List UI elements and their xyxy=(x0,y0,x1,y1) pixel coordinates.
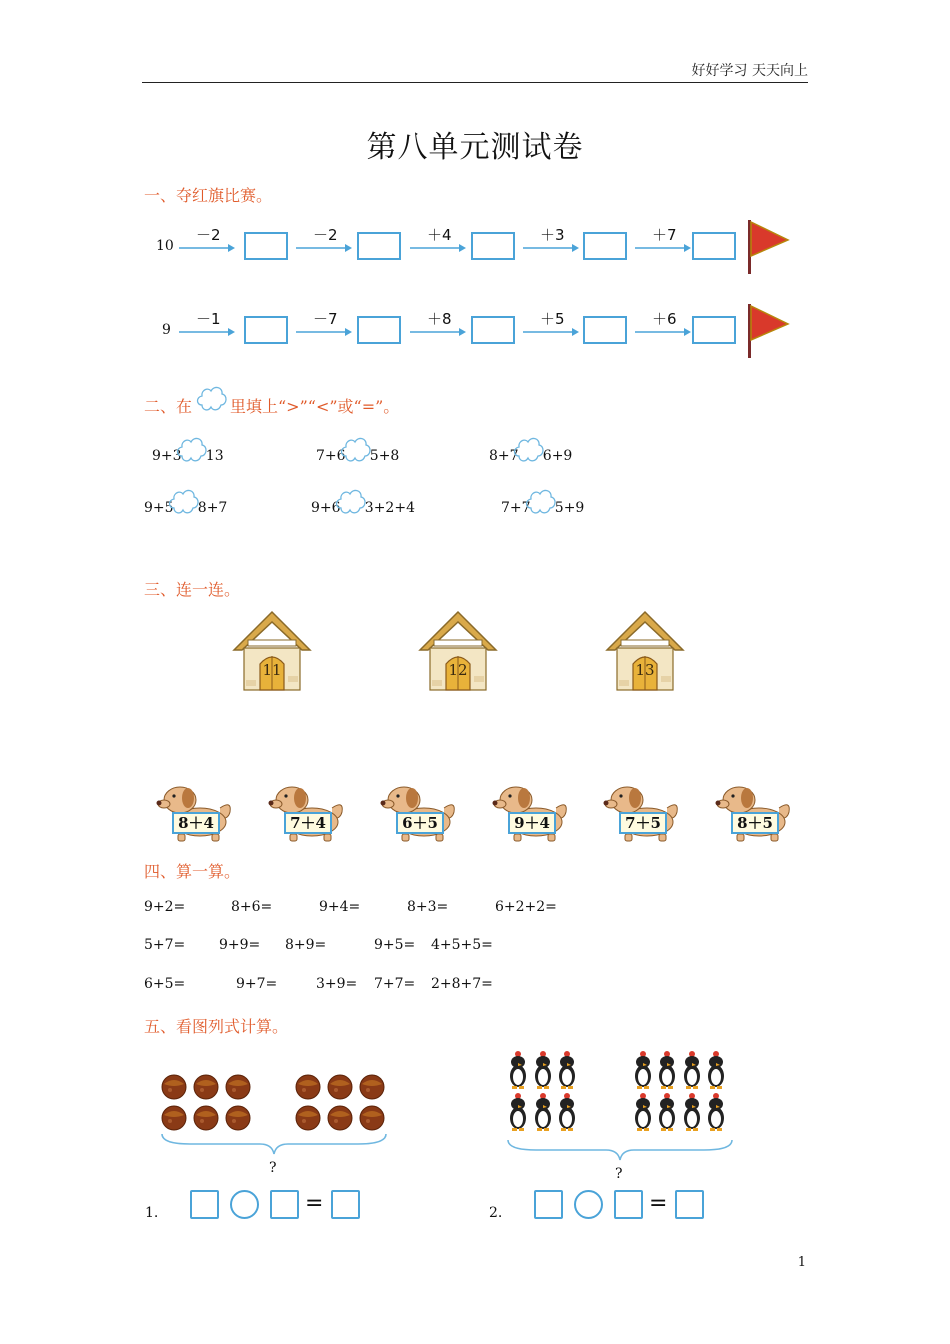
penguin-icon xyxy=(507,1050,529,1090)
calc-item: 8+9= xyxy=(285,937,327,953)
cloud-answer-icon[interactable] xyxy=(174,432,208,466)
acorn-icon xyxy=(161,1074,187,1100)
section-2-heading xyxy=(144,394,192,417)
house-number: 12 xyxy=(448,661,468,679)
brace-icon xyxy=(160,1132,388,1156)
calc-item: 9+4= xyxy=(319,899,361,915)
operation-label: ＋6 xyxy=(652,310,677,328)
operation-label: －2 xyxy=(196,226,221,244)
compare-right: 3+2+4 xyxy=(364,500,415,516)
operation-label: ＋4 xyxy=(427,226,452,244)
answer-box[interactable] xyxy=(534,1190,563,1219)
acorn-icon xyxy=(161,1105,187,1131)
section-1-heading: 一、夺红旗比赛。 xyxy=(144,186,273,205)
cloud-icon xyxy=(194,381,228,415)
dog[interactable] xyxy=(380,782,462,842)
calc-item: 4+5+5= xyxy=(431,937,493,953)
dog-sign: 6＋5 xyxy=(396,812,444,834)
answer-box[interactable] xyxy=(270,1190,299,1219)
arrow-right-icon xyxy=(178,327,236,337)
penguin-icon xyxy=(556,1092,578,1132)
penguin-icon xyxy=(532,1092,554,1132)
acorn-icon xyxy=(359,1074,385,1100)
flag-icon xyxy=(744,218,794,276)
answer-box[interactable] xyxy=(244,232,288,260)
acorn-icon xyxy=(193,1105,219,1131)
calc-item: 9+9= xyxy=(219,937,261,953)
compare-left: 9+5 xyxy=(144,500,174,516)
calc-item: 2+8+7= xyxy=(431,976,493,992)
page-number: 1 xyxy=(797,1255,806,1270)
penguin-icon xyxy=(632,1092,654,1132)
operator-circle[interactable] xyxy=(574,1190,603,1219)
arrow-right-icon xyxy=(522,243,580,253)
calc-item: 7+7= xyxy=(374,976,416,992)
answer-box[interactable] xyxy=(357,232,401,260)
dog-sign: 9＋4 xyxy=(508,812,556,834)
equals-sign: = xyxy=(649,1191,668,1216)
operation-label: ＋8 xyxy=(427,310,452,328)
calc-item: 5+7= xyxy=(144,937,186,953)
header-divider xyxy=(142,82,808,83)
calc-item: 8+6= xyxy=(231,899,273,915)
calc-item: 9+7= xyxy=(236,976,278,992)
penguin-icon xyxy=(656,1092,678,1132)
penguin-icon xyxy=(632,1050,654,1090)
dog-sign: 8＋4 xyxy=(172,812,220,834)
section-4-heading: 四、算一算。 xyxy=(144,862,241,881)
arrow-right-icon xyxy=(522,327,580,337)
dog-sign: 8＋5 xyxy=(731,812,779,834)
answer-box[interactable] xyxy=(614,1190,643,1219)
cloud-answer-icon[interactable] xyxy=(333,484,367,518)
acorn-icon xyxy=(225,1074,251,1100)
cloud-answer-icon[interactable] xyxy=(511,432,545,466)
chain-start: 10 xyxy=(156,238,174,254)
calc-item: 3+9= xyxy=(316,976,358,992)
operation-label: －7 xyxy=(313,310,338,328)
calc-item: 9+5= xyxy=(374,937,416,953)
house[interactable] xyxy=(418,610,498,692)
compare-right: 13 xyxy=(205,448,224,464)
section-2-text-a: 二、在 xyxy=(144,397,193,416)
penguin-icon xyxy=(556,1050,578,1090)
answer-box[interactable] xyxy=(471,232,515,260)
answer-box[interactable] xyxy=(675,1190,704,1219)
acorn-icon xyxy=(327,1074,353,1100)
section-5-heading: 五、看图列式计算。 xyxy=(144,1017,289,1036)
acorn-icon xyxy=(193,1074,219,1100)
cloud-answer-icon[interactable] xyxy=(523,484,557,518)
chain-start: 9 xyxy=(162,322,171,338)
house-icon xyxy=(232,610,312,692)
dog[interactable] xyxy=(156,782,238,842)
house[interactable] xyxy=(232,610,312,692)
compare-right: 8+7 xyxy=(197,500,228,516)
compare-right: 6+9 xyxy=(542,448,573,464)
question-mark: ? xyxy=(615,1166,623,1182)
dog-sign: 7＋5 xyxy=(619,812,667,834)
compare-left: 9+3 xyxy=(152,448,182,464)
house-number: 11 xyxy=(262,661,282,679)
cloud-answer-icon[interactable] xyxy=(338,432,372,466)
answer-box[interactable] xyxy=(583,316,627,344)
penguin-icon xyxy=(681,1050,703,1090)
operation-label: －2 xyxy=(313,226,338,244)
page-title: 第八单元测试卷 xyxy=(366,130,584,165)
compare-right: 5+9 xyxy=(554,500,585,516)
dog[interactable] xyxy=(603,782,685,842)
arrow-right-icon xyxy=(178,243,236,253)
house-icon xyxy=(418,610,498,692)
compare-left: 8+7 xyxy=(489,448,519,464)
arrow-right-icon xyxy=(634,327,692,337)
problem-2-label: 2. xyxy=(489,1205,503,1221)
penguin-icon xyxy=(705,1050,727,1090)
section-3-heading: 三、连一连。 xyxy=(144,580,241,599)
penguin-icon xyxy=(705,1092,727,1132)
acorn-icon xyxy=(327,1105,353,1131)
acorn-icon xyxy=(225,1105,251,1131)
answer-box[interactable] xyxy=(357,316,401,344)
compare-left: 7+7 xyxy=(501,500,531,516)
acorn-icon xyxy=(295,1074,321,1100)
equals-sign: = xyxy=(305,1191,324,1216)
compare-right: 5+8 xyxy=(369,448,400,464)
dog-sign: 7＋4 xyxy=(284,812,332,834)
header-motto: 好好学习 天天向上 xyxy=(691,63,808,79)
answer-box[interactable] xyxy=(692,232,736,260)
brace-icon xyxy=(506,1138,734,1162)
question-mark: ? xyxy=(269,1160,277,1176)
operation-label: －1 xyxy=(196,310,221,328)
acorn-icon xyxy=(295,1105,321,1131)
calc-item: 9+2= xyxy=(144,899,186,915)
answer-box[interactable] xyxy=(692,316,736,344)
house-icon xyxy=(605,610,685,692)
dog[interactable] xyxy=(268,782,350,842)
operation-label: ＋5 xyxy=(540,310,565,328)
acorn-icon xyxy=(359,1105,385,1131)
compare-left: 7+6 xyxy=(316,448,346,464)
arrow-right-icon xyxy=(295,327,353,337)
compare-left: 9+6 xyxy=(311,500,341,516)
answer-box[interactable] xyxy=(331,1190,360,1219)
problem-1-label: 1. xyxy=(145,1205,159,1221)
operation-label: ＋7 xyxy=(652,226,677,244)
answer-box[interactable] xyxy=(583,232,627,260)
penguin-icon xyxy=(532,1050,554,1090)
house-number: 13 xyxy=(635,661,655,679)
arrow-right-icon xyxy=(409,327,467,337)
cloud-answer-icon[interactable] xyxy=(166,484,200,518)
operator-circle[interactable] xyxy=(230,1190,259,1219)
penguin-icon xyxy=(507,1092,529,1132)
penguin-icon xyxy=(681,1092,703,1132)
section-2-heading-rest: 里填上“>”“<”或“=”。 xyxy=(230,397,400,416)
dog[interactable] xyxy=(715,782,797,842)
dog[interactable] xyxy=(492,782,574,842)
arrow-right-icon xyxy=(409,243,467,253)
calc-item: 6+2+2= xyxy=(495,899,557,915)
penguin-icon xyxy=(656,1050,678,1090)
calc-item: 6+5= xyxy=(144,976,186,992)
flag-icon xyxy=(744,302,794,360)
arrow-right-icon xyxy=(634,243,692,253)
answer-box[interactable] xyxy=(244,316,288,344)
arrow-right-icon xyxy=(295,243,353,253)
answer-box[interactable] xyxy=(471,316,515,344)
calc-item: 8+3= xyxy=(407,899,449,915)
operation-label: ＋3 xyxy=(540,226,565,244)
house[interactable] xyxy=(605,610,685,692)
answer-box[interactable] xyxy=(190,1190,219,1219)
